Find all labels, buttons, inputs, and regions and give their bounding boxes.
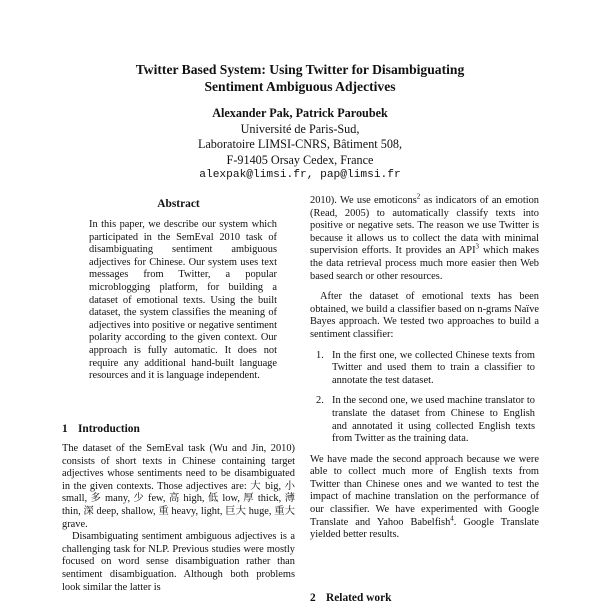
right-paragraph-2: After the dataset of emotional texts has been obtained, we build a classifier based on n-grams Naïve Bayes approach. We tested two approaches to build a sentiment classifier: — [310, 291, 539, 340]
text-run: We have made the second approach because we were able to collect much more of English texts from Twitter than Chinese ones and we wanted to test the impact of machine translation on the performance of our classifier. We have experimented with Google Translate and Yahoo Babelfish — [310, 453, 539, 528]
list-item-text: In the second one, we used machine translator to translate the dataset from Chinese to English and annotated it using collected English texts from Twitter as the training data. — [332, 395, 535, 445]
footnote-marker: 2 — [416, 192, 421, 201]
right-paragraph-3 — [310, 454, 539, 542]
text-run: 2010). We use emoticons — [310, 195, 417, 206]
list-marker: 2. — [316, 395, 324, 407]
footnote-marker: 4 — [450, 514, 454, 523]
intro-paragraph-2: Disambiguating sentiment ambiguous adjectives is a challenging task for NLP. Previous studies were mostly focused on word sense disambiguation rather than sentiment disambiguation. Although both problems look similar the latter is — [62, 531, 295, 593]
abstract-text: In this paper, we describe our system which participated in the SemEval 2010 task of disambiguating sentiment ambiguous adjectives for Chinese. Our system uses text messages from Twitter, a popular microblogging platform, for building a dataset of emotional texts. Using the built dataset, the system classifies the meaning of adjectives into positive or negative sentiment polarity according to the given context. Our approach is fully automatic. It does not require any additional hand-built language resources and it is language independent. — [89, 219, 277, 382]
introduction-body — [62, 443, 295, 594]
text-run: which makes the data retrieval process much more easier then Web based search or other resources. — [310, 245, 539, 282]
section-number: 2 — [310, 592, 316, 604]
text-run: . Google Translate yielded better results. — [310, 516, 539, 541]
section-number: 1 — [62, 423, 68, 435]
affiliation-line-3: F-91405 Orsay Cedex, France — [226, 152, 374, 167]
affiliation-line-1: Université de Paris-Sud, — [240, 121, 360, 136]
list-item-text: In the first one, we collected Chinese texts from Twitter and used them to train a classifier to annotate the test dataset. — [332, 349, 535, 386]
list-marker: 1. — [316, 349, 324, 361]
section-title: Related work — [326, 592, 392, 604]
list-item — [310, 395, 539, 445]
section-title: Introduction — [78, 423, 140, 435]
title-line-2: Sentiment Ambiguous Adjectives — [204, 79, 396, 94]
section-heading-introduction — [62, 423, 140, 435]
intro-paragraph-1: The dataset of the SemEval task (Wu and Jin, 2010) consists of short texts in Chinese containing target adjectives whose sentiments need to be disambiguated in the given contexts. Those adjectives are: 大 big, 小 small, 多 many, 少 few, 高 high, 低 low, 厚 thick, 薄 thin, 深 deep, shallow, 重 heavy, light, 巨大 huge, 重大 grave. — [62, 443, 295, 530]
section-heading-related-work — [310, 592, 392, 604]
text-run: as indicators of an emotion (Read, 2005) to automatically classify texts into positive or negative sets. The reason we use Twitter is because it allows us to collect the data with minimal supervision efforts. It provides an API — [310, 195, 540, 257]
abstract-heading: Abstract — [157, 198, 200, 210]
author-block — [60, 106, 540, 184]
footnote-marker: 3 — [475, 242, 480, 251]
right-column-body — [310, 192, 540, 542]
author-emails: alexpak@limsi.fr, pap@limsi.fr — [199, 169, 401, 182]
list-item — [310, 350, 539, 388]
paper-title — [60, 61, 540, 95]
right-paragraph-1 — [310, 192, 540, 283]
author-names: Alexander Pak, Patrick Paroubek — [212, 106, 388, 120]
affiliation-line-2: Laboratoire LIMSI-CNRS, Bâtiment 508, — [197, 137, 403, 152]
approach-list — [310, 350, 539, 446]
title-line-1: Twitter Based System: Using Twitter for Disambiguating — [135, 62, 465, 77]
